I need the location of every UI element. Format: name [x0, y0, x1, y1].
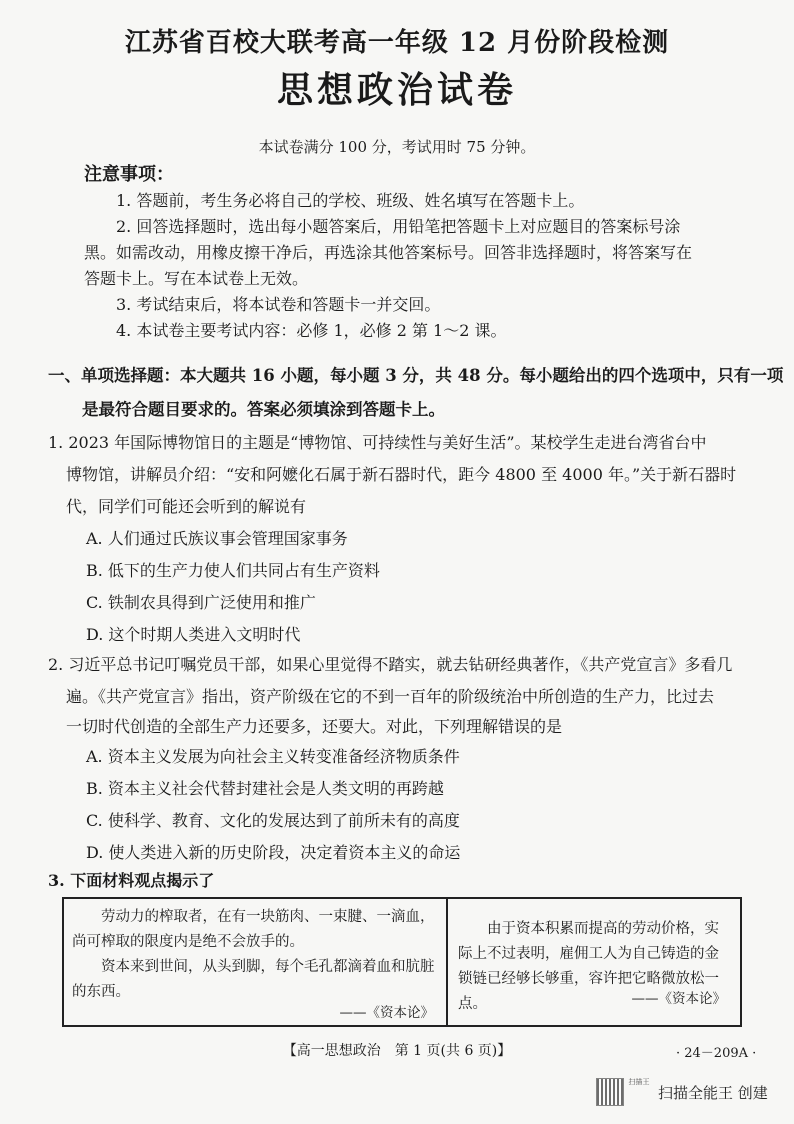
- q2-option-d: D. 使人类进入新的历史阶段，决定着资本主义的命运: [86, 843, 461, 862]
- section-1-heading: 一、单项选择题：本大题共 16 小题，每小题 3 分，共 48 分。每小题给出的四个选项中，只有一项: [48, 366, 784, 385]
- notice-line-2: 2. 回答选择题时，选出每小题答案后，用铅笔把答题卡上对应题目的答案标号涂: [116, 217, 681, 236]
- q1-option-c: C. 铁制农具得到广泛使用和推广: [86, 593, 316, 612]
- q3-stem: 3. 下面材料观点揭示了: [48, 871, 215, 890]
- q2-stem-line-2: 遍。《共产党宣言》指出，资产阶级在它的不到一百年的阶级统治中所创造的生产力，比过去: [66, 687, 715, 706]
- q3-left-paragraph-2: 资本来到世间，从头到脚，每个毛孔都滴着血和肮脏的东西。: [72, 959, 435, 1000]
- watermark-text: 扫描全能王 创建: [658, 1083, 768, 1102]
- q2-stem-line-1: 2. 习近平总书记叮嘱党员干部，如果心里觉得不踏实，就去钻研经典著作，《共产党宣言》多看几: [48, 655, 733, 674]
- q1-option-d: D. 这个时期人类进入文明时代: [86, 625, 301, 644]
- q2-stem-line-3: 一切时代创造的全部生产力还要多，还要大。对此，下列理解错误的是: [66, 717, 563, 736]
- q3-right-paragraph: 由于资本积累而提高的劳动价格，实际上不过表明，雇佣工人为自己铸造的金锁链已经够长够重，容许把它略微放松一点。: [458, 921, 719, 1012]
- q3-material-right: [448, 899, 740, 1025]
- q2-option-a: A. 资本主义发展为向社会主义转变准备经济物质条件: [86, 747, 460, 766]
- section-1-heading-cont: 是最符合题目要求的。答案必须填涂到答题卡上。: [82, 400, 445, 419]
- q3-right-source: ——《资本论》: [631, 991, 726, 1007]
- exam-subject-title: 思想政治试卷: [276, 69, 517, 111]
- q3-material-box: [62, 897, 742, 1027]
- q1-stem-line-2: 博物馆，讲解员介绍：“安和阿嬷化石属于新石器时代，距今 4800 至 4000 年。”关于新石器时: [66, 465, 737, 484]
- notice-heading: 注意事项：: [84, 164, 174, 185]
- notice-line-5: 3. 考试结束后，将本试卷和答题卡一并交回。: [116, 295, 441, 314]
- scanner-watermark: [596, 1078, 768, 1106]
- paper-code: · 24－209A ·: [676, 1046, 757, 1061]
- q1-option-b: B. 低下的生产力使人们共同占有生产资料: [86, 561, 380, 580]
- q1-stem-line-1: 1. 2023 年国际博物馆日的主题是“博物馆、可持续性与美好生活”。某校学生走进台湾省台中: [48, 433, 707, 452]
- notice-line-4: 答题卡上。写在本试卷上无效。: [84, 269, 309, 288]
- q1-option-a: A. 人们通过氏族议事会管理国家事务: [86, 529, 348, 548]
- q3-left-source: ——《资本论》: [339, 1005, 434, 1021]
- q2-option-b: B. 资本主义社会代替封建社会是人类文明的再跨越: [86, 779, 444, 798]
- page-footer: 【高一思想政治 第 1 页(共 6 页)】: [282, 1043, 512, 1059]
- qr-code-icon: [596, 1078, 624, 1106]
- exam-title: 江苏省百校大联考高一年级 12 月份阶段检测: [124, 28, 670, 58]
- notice-line-3: 黑。如需改动，用橡皮擦干净后，再选涂其他答案标号。回答非选择题时，将答案写在: [84, 243, 693, 262]
- score-time-info: 本试卷满分 100 分，考试用时 75 分钟。: [258, 138, 536, 156]
- q3-left-paragraph-1: 劳动力的榨取者，在有一块筋肉、一束腱、一滴血，尚可榨取的限度内是绝不会放手的。: [72, 909, 435, 950]
- q1-stem-line-3: 代，同学们可能还会听到的解说有: [66, 497, 307, 516]
- q2-option-c: C. 使科学、教育、文化的发展达到了前所未有的高度: [86, 811, 460, 830]
- notice-line-1: 1. 答题前，考生务必将自己的学校、班级、姓名填写在答题卡上。: [116, 191, 585, 210]
- scanner-logo-icon: 扫描王: [628, 1078, 650, 1086]
- q3-material-left: [64, 899, 448, 1025]
- notice-line-6: 4. 本试卷主要考试内容：必修 1，必修 2 第 1～2 课。: [116, 321, 507, 340]
